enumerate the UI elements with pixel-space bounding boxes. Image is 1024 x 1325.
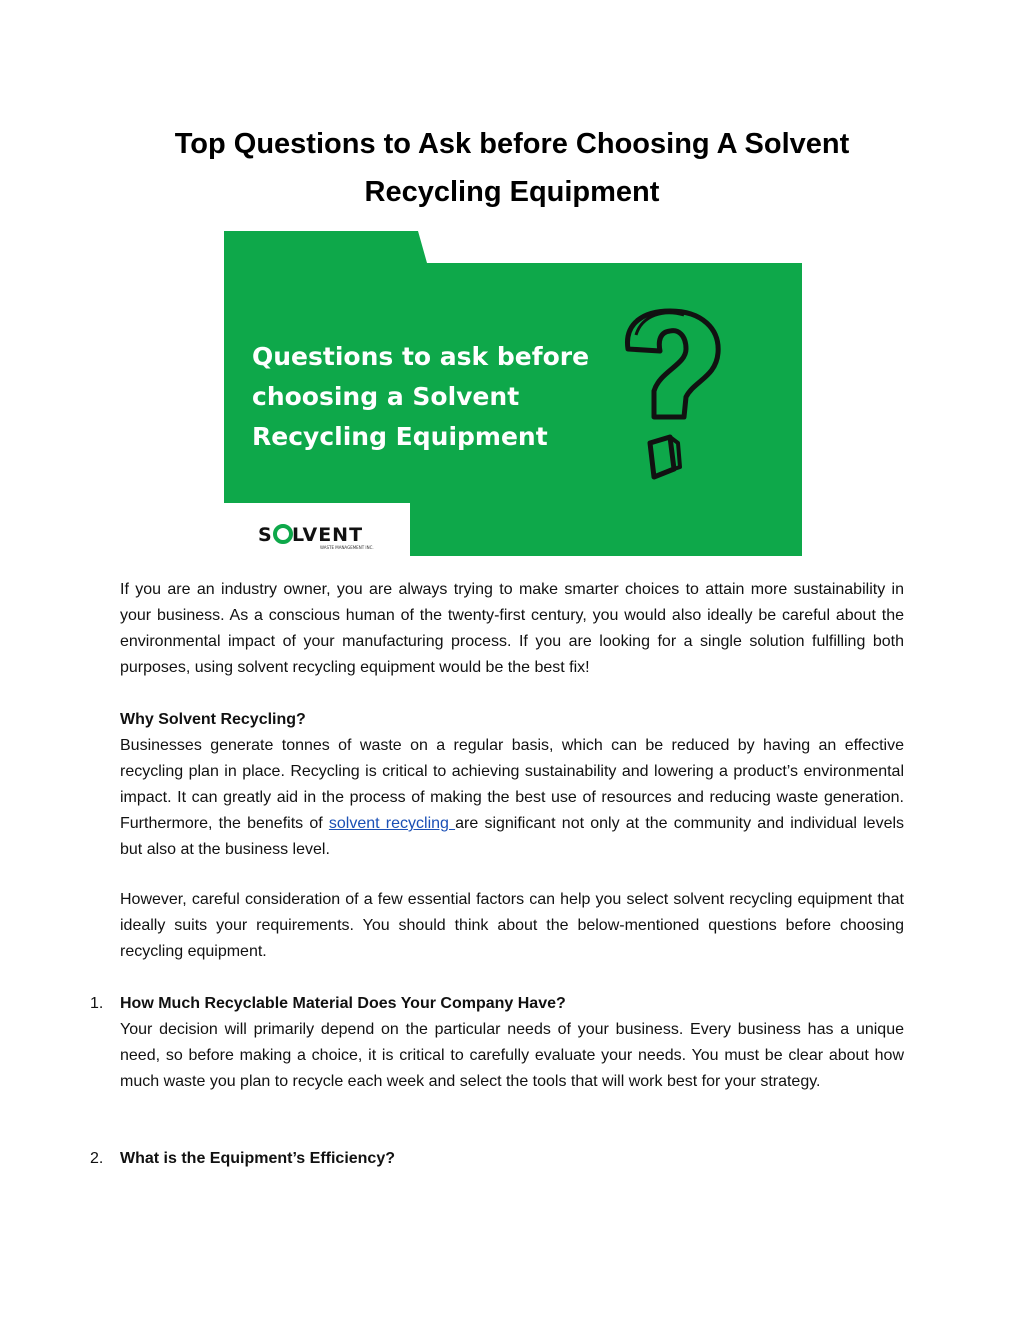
- banner-headline-1: Questions to ask before: [252, 342, 590, 371]
- hero-banner: [224, 231, 802, 556]
- why-paragraph: [120, 733, 904, 863]
- banner-graphic: [224, 231, 802, 556]
- solvent-recycling-link[interactable]: solvent recycling: [328, 815, 456, 832]
- however-paragraph: [120, 887, 904, 965]
- why-text-before-link: Businesses generate tonnes of waste on a regular basis, which can be reduced by having an effective recycling plan in place. Recycling is critical to achieving sustainability and lowering a product’s environmental impact. It can greatly aid in the process of making the best use of resources and reducing waste generation. Furthermore, the benefits of: [120, 737, 904, 832]
- title-line-1: Top Questions to Ask before Choosing A Solvent: [174, 128, 850, 160]
- question-1-number: 1.: [90, 995, 104, 1012]
- question-1-heading: How Much Recyclable Material Does Your Company Have?: [120, 995, 566, 1012]
- banner-headline-2: choosing a Solvent: [252, 382, 520, 411]
- logo-text: LVENT: [292, 524, 364, 546]
- question-2: [120, 1146, 904, 1172]
- intro-text: If you are an industry owner, you are always trying to make smarter choices to attain more sustainability in your business. As a conscious human of the twenty-first century, you would also ideally be careful about the environmental impact of your manufacturing process. If you are looking for a single solution fulfilling both purposes, using solvent recycling equipment would be the best fix!: [120, 581, 904, 676]
- svg-text:S: S: [258, 524, 273, 546]
- question-2-number: 2.: [90, 1150, 104, 1167]
- page-title: [120, 120, 904, 216]
- logo-subtext: WASTE MANAGEMENT INC.: [320, 545, 374, 550]
- question-1: [120, 991, 904, 1095]
- intro-paragraph: [120, 577, 904, 681]
- question-1-text: Your decision will primarily depend on the particular needs of your business. Every business has a unique need, so before making a choice, it is critical to carefully evaluate your needs. You must be clear about how much waste you plan to recycle each week and select the tools that will work best for your strategy.: [120, 1021, 904, 1090]
- however-text: However, careful consideration of a few essential factors can help you select solvent recycling equipment that ideally suits your requirements. You should think about the below-mentioned questions before choosing recycling equipment.: [120, 891, 904, 960]
- question-2-heading: What is the Equipment’s Efficiency?: [120, 1150, 395, 1167]
- why-text-after-link: are significant not only at the community and individual levels but also at the business level.: [120, 815, 905, 858]
- title-line-2: Recycling Equipment: [364, 176, 660, 208]
- why-heading: Why Solvent Recycling?: [120, 711, 306, 728]
- why-section: [120, 707, 904, 863]
- banner-headline-3: Recycling Equipment: [252, 422, 548, 451]
